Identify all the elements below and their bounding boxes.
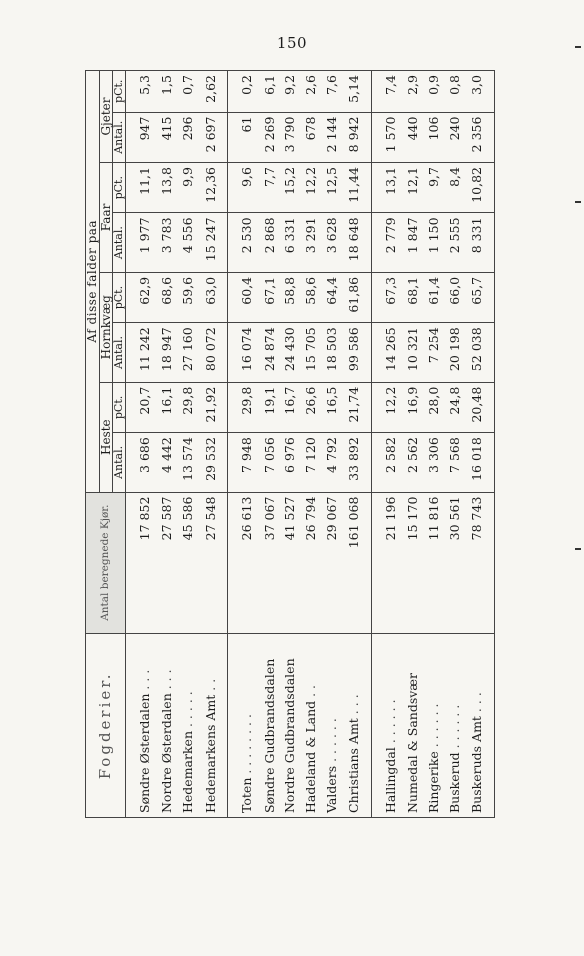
subheader-antal: Antal. [113,433,126,492]
horn-antal-cell: 7 254 [423,323,444,382]
faar-antal-cell: 15 247 [198,213,227,272]
livestock-table [85,70,495,818]
gjet-pct-cell: 2,62 [202,75,218,103]
heste-antal-cell: 7 568 [444,433,465,492]
subheader-pct: pCt. [113,71,126,113]
section-2 [228,71,372,818]
kjorer-cell: 11 816 [423,492,444,633]
gjet-pct-cell: 3,0 [469,75,485,95]
horn-antal-cell: 80 072 [198,323,227,382]
gjet-antal-cell: 1 570 [372,112,403,162]
faar-antal-cell: 3 628 [321,213,342,272]
fogderi-label: Ringerike [426,751,442,813]
section-1 [126,71,228,818]
faar-antal-cell: 1 977 [126,213,157,272]
fogderi-name [321,633,342,817]
horn-antal-cell: 99 586 [342,323,372,382]
heste-pct-cell: 21,74 [342,382,372,432]
leader-dots: . . . [469,692,485,717]
gjet-antal-cell: 296 [177,112,198,162]
margin-mark [575,201,581,203]
table-row [198,71,227,818]
gjet-antal-cell: 415 [157,112,178,162]
table-row [280,71,301,818]
faar-antal-cell: 2 555 [444,213,465,272]
faar-pct-cell: 13,8 [157,163,178,213]
gjet-pct-cell: 1,5 [159,75,175,95]
faar-pct-cell: 12,1 [403,163,424,213]
faar-pct-cell: 12,36 [198,163,227,213]
gjet-antal-cell: 2 144 [321,112,342,162]
leader-dots: . . [202,678,218,695]
kjorer-cell: 26 613 [228,492,259,633]
leader-dots: . . . . . . [426,703,442,752]
table-row [342,71,372,818]
faar-pct-cell: 11,44 [342,163,372,213]
fogderi-label: Hedemarkens Amt [202,694,218,813]
heste-antal-cell: 7 056 [259,433,280,492]
fogderi-label: Hadeland & Land [303,700,319,813]
faar-pct-cell: 15,2 [280,163,301,213]
fogderi-label: Søndre Gudbrandsdalen [261,658,277,813]
fogderi-name [280,633,301,817]
fogderi-label: Toten [238,777,254,813]
heste-pct-cell: 20,7 [126,382,157,432]
heste-pct-cell: 16,5 [321,382,342,432]
heste-antal-cell: 2 562 [403,433,424,492]
kjorer-cell: 17 852 [126,492,157,633]
kjorer-cell: 15 170 [403,492,424,633]
gjet-antal-cell: 61 [228,112,259,162]
heste-pct-cell: 29,8 [177,382,198,432]
faar-antal-cell: 1 150 [423,213,444,272]
table-row [403,71,424,818]
heste-pct-cell: 29,8 [228,382,259,432]
horn-pct-cell: 59,6 [177,272,198,322]
faar-pct-cell: 7,7 [259,163,280,213]
faar-pct-cell: 9,7 [423,163,444,213]
group-gjeter: Gjeter [99,71,113,163]
horn-pct-cell: 68,1 [403,272,424,322]
leader-dots: . . . . . . [382,699,398,748]
fogderi-name [372,633,403,817]
heste-pct-cell: 12,2 [372,382,403,432]
table-row [465,71,495,818]
horn-antal-cell: 10 321 [403,323,424,382]
gjet-antal-cell: 2 697 [198,112,227,162]
faar-antal-cell: 1 847 [403,213,424,272]
leader-dots: . . . . . . [323,718,339,766]
heste-pct-cell: 24,8 [444,382,465,432]
faar-antal-cell: 8 331 [465,213,495,272]
faar-antal-cell: 4 556 [177,213,198,272]
table-row [228,71,259,818]
fogderi-name [198,633,227,817]
faar-pct-cell: 13,1 [372,163,403,213]
gjet-pct-cell: 5,14 [346,75,362,103]
kjorer-cell: 26 794 [300,492,321,633]
margin-mark [575,46,581,48]
faar-antal-cell: 2 530 [228,213,259,272]
gjet-antal-cell: 3 790 [280,112,301,162]
horn-antal-cell: 14 265 [372,323,403,382]
table-row [444,71,465,818]
heste-antal-cell: 7 948 [228,433,259,492]
kjorer-header: Antal beregnede Kjør. [86,492,126,633]
horn-pct-cell: 64,4 [321,272,342,322]
gjet-antal-cell: 2 356 [465,112,495,162]
fogderi-label: Valders [323,765,339,813]
subheader-antal: Antal. [113,323,126,382]
heste-pct-cell: 21,92 [198,382,227,432]
margin-mark [575,548,581,550]
gjet-antal-cell: 240 [444,112,465,162]
fogderier-header: Fogderier. [86,633,126,817]
group-hornkvaeg: Hornkvæg [99,272,113,382]
faar-antal-cell: 3 783 [157,213,178,272]
rotated-table-container [85,70,495,818]
heste-antal-cell: 33 892 [342,433,372,492]
gjet-antal-cell: 8 942 [342,112,372,162]
fogderi-label: Buskeruds Amt [469,716,485,813]
faar-pct-cell: 12,5 [321,163,342,213]
faar-antal-cell: 2 868 [259,213,280,272]
horn-pct-cell: 66,0 [444,272,465,322]
af-disse-header: Af disse falder paa [86,71,100,493]
heste-pct-cell: 19,1 [259,382,280,432]
horn-pct-cell: 67,1 [259,272,280,322]
gjet-antal-cell: 440 [403,112,424,162]
subheader-pct: pCt. [113,382,126,432]
heste-pct-cell: 20,48 [465,382,495,432]
gjet-pct-cell: 0,7 [180,75,196,95]
group-faar: Faar [99,163,113,273]
fogderi-label: Hedemarken [180,730,196,813]
table-row [300,71,321,818]
heste-antal-cell: 29 532 [198,433,227,492]
fogderi-name [342,633,372,817]
fogderi-label: Hallingdal [382,747,398,813]
horn-pct-cell: 61,4 [423,272,444,322]
horn-antal-cell: 27 160 [177,323,198,382]
faar-antal-cell: 18 648 [342,213,372,272]
kjorer-cell: 29 067 [321,492,342,633]
faar-antal-cell: 2 779 [372,213,403,272]
fogderi-label: Søndre Østerdalen [136,693,152,813]
heste-antal-cell: 3 306 [423,433,444,492]
heste-antal-cell: 4 442 [157,433,178,492]
horn-antal-cell: 18 947 [157,323,178,382]
fogderi-name [259,633,280,817]
faar-pct-cell: 9,6 [228,163,259,213]
fogderi-name [228,633,259,817]
gjet-pct-cell: 0,9 [426,75,442,95]
gjet-pct-cell: 7,4 [372,71,403,113]
table-row [177,71,198,818]
faar-pct-cell: 8,4 [444,163,465,213]
heste-antal-cell: 2 582 [372,433,403,492]
fogderi-name [300,633,321,817]
subheader-pct: pCt. [113,163,126,213]
faar-antal-cell: 6 331 [280,213,301,272]
group-heste: Heste [99,382,113,492]
faar-pct-cell: 9,9 [177,163,198,213]
heste-antal-cell: 6 976 [280,433,301,492]
gjet-pct-cell: 0,8 [446,75,462,95]
leader-dots: . . . . . . [446,704,462,753]
fogderi-label: Nordre Østerdalen [159,693,175,813]
fogderi-name [126,633,157,817]
horn-antal-cell: 15 705 [300,323,321,382]
faar-antal-cell: 3 291 [300,213,321,272]
table-row [321,71,342,818]
subheader-antal: Antal. [113,112,126,162]
gjet-antal-cell: 106 [423,112,444,162]
horn-pct-cell: 61,86 [342,272,372,322]
leader-dots: . . . . . . . . [238,714,254,778]
table-row [423,71,444,818]
gjet-pct-cell: 5,3 [136,75,152,95]
fogderi-label: Nordre Gudbrandsdalen [282,658,298,813]
fogderi-label: Christians Amt [346,718,362,813]
kjorer-cell: 45 586 [177,492,198,633]
fogderi-name [177,633,198,817]
horn-antal-cell: 18 503 [321,323,342,382]
faar-pct-cell: 11,1 [126,163,157,213]
horn-pct-cell: 60,4 [228,272,259,322]
gjet-pct-cell: 7,6 [323,75,339,95]
heste-antal-cell: 16 018 [465,433,495,492]
kjorer-cell: 37 067 [259,492,280,633]
leader-dots: . . . . . [180,691,196,731]
heste-antal-cell: 3 686 [126,433,157,492]
heste-pct-cell: 16,9 [403,382,424,432]
leader-dots: . . [303,684,319,701]
kjorer-cell: 27 548 [198,492,227,633]
horn-pct-cell: 58,6 [300,272,321,322]
kjorer-cell: 41 527 [280,492,301,633]
horn-pct-cell: 63,0 [198,272,227,322]
horn-pct-cell: 67,3 [372,272,403,322]
faar-pct-cell: 12,2 [300,163,321,213]
table-row [372,71,403,818]
table-row [126,71,157,818]
table-row [157,71,178,818]
leader-dots: . . . [159,669,175,694]
fogderi-name [465,633,495,817]
gjet-pct-cell: 9,2 [282,75,298,95]
horn-antal-cell: 52 038 [465,323,495,382]
section-3 [372,71,495,818]
fogderi-label: Buskerud [446,752,462,813]
leader-dots: . . . [346,694,362,719]
kjorer-cell: 78 743 [465,492,495,633]
gjet-pct-cell: 2,9 [405,75,421,95]
horn-pct-cell: 58,8 [280,272,301,322]
fogderi-name [444,633,465,817]
page-number: 150 [276,34,308,52]
fogderi-name [423,633,444,817]
fogderi-name [403,633,424,817]
leader-dots: . . . [136,669,152,694]
horn-pct-cell: 68,6 [157,272,178,322]
heste-antal-cell: 13 574 [177,433,198,492]
horn-antal-cell: 24 874 [259,323,280,382]
heste-pct-cell: 28,0 [423,382,444,432]
faar-pct-cell: 10,82 [465,163,495,213]
gjet-antal-cell: 947 [126,112,157,162]
fogderi-name [157,633,178,817]
table-frame [85,70,495,818]
kjorer-cell: 21 196 [372,492,403,633]
heste-pct-cell: 16,1 [157,382,178,432]
horn-antal-cell: 11 242 [126,323,157,382]
gjet-antal-cell: 2 269 [259,112,280,162]
horn-antal-cell: 16 074 [228,323,259,382]
horn-antal-cell: 20 198 [444,323,465,382]
kjorer-cell: 30 561 [444,492,465,633]
heste-pct-cell: 26,6 [300,382,321,432]
subheader-antal: Antal. [113,213,126,272]
table-row [259,71,280,818]
gjet-pct-cell: 0,2 [228,71,259,113]
horn-antal-cell: 24 430 [280,323,301,382]
kjorer-cell: 161 068 [342,492,372,633]
gjet-pct-cell: 2,6 [303,75,319,95]
subheader-pct: pCt. [113,272,126,322]
horn-pct-cell: 62,9 [126,272,157,322]
horn-pct-cell: 65,7 [465,272,495,322]
kjorer-cell: 27 587 [157,492,178,633]
gjet-pct-cell: 6,1 [261,75,277,95]
heste-antal-cell: 4 792 [321,433,342,492]
fogderi-label: Numedal & Sandsvær [405,672,421,813]
gjet-antal-cell: 678 [300,112,321,162]
heste-pct-cell: 16,7 [280,382,301,432]
heste-antal-cell: 7 120 [300,433,321,492]
